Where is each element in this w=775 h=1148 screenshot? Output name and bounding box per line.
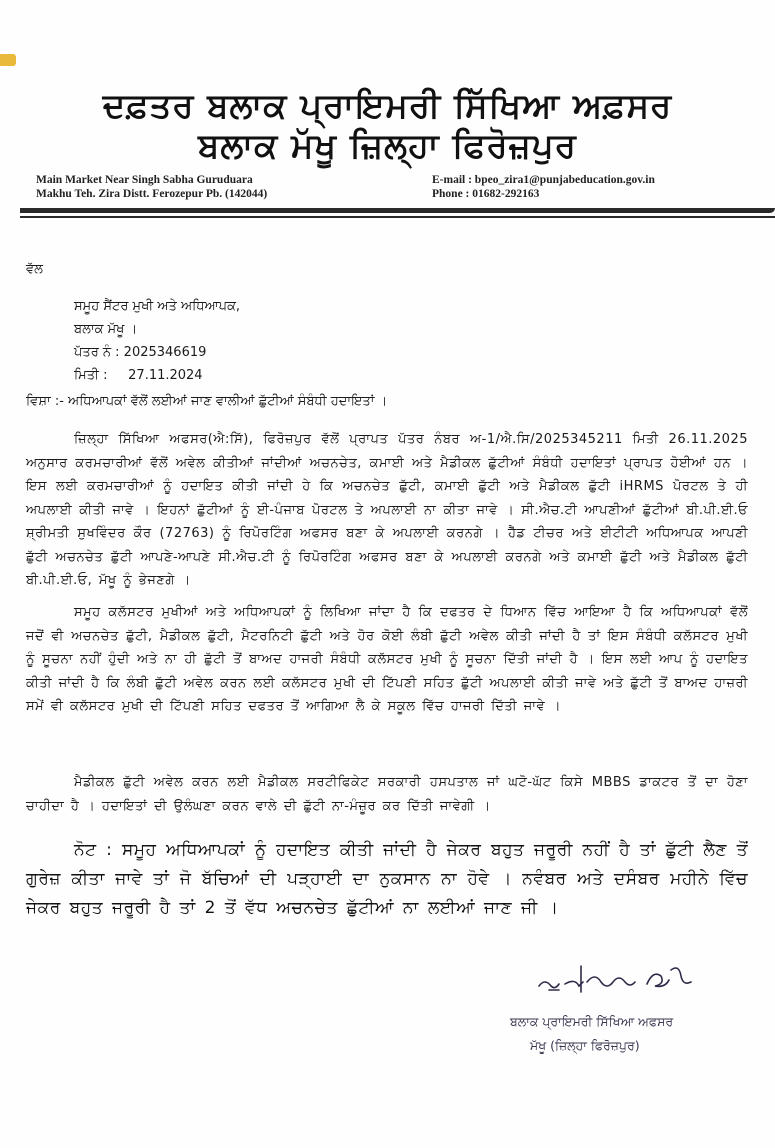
body-paragraph-3: ਮੈਡੀਕਲ ਛੁੱਟੀ ਅਵੇਲ ਕਰਨ ਲਈ ਮੈਡੀਕਲ ਸਰਟੀਫਿਕੇਟ ਸਰਕਾਰੀ ਹਸਪਤਾਲ ਜਾਂ ਘਟੋ-ਘੱਟ ਕਿਸੇ MBBS ਡਾਕਟਰ ਤੋਂ ਦਾ ਹੋਣਾ ਚਾਹੀਦਾ ਹੈ । ਹਦਾਇਤਾਂ ਦੀ ਉਲੰਘਣਾ ਕਰਨ ਵਾਲੇ ਦੀ ਛੁੱਟੀ ਨਾ-ਮੰਜ਼ੂਰ ਕਰ ਦਿੱਤੀ ਜਾਵੇਗੀ । (26, 775, 748, 814)
body-paragraph-1: ਜ਼ਿਲ੍ਹਾ ਸਿੱਖਿਆ ਅਫਸਰ(ਐ:ਸਿੱ), ਫਿਰੋਜ਼ਪੁਰ ਵੱਲੋਂ ਪ੍ਰਾਪਤ ਪੱਤਰ ਨੰਬਰ ਅ-1/ਐ.ਸਿ/2025345211 ਮਿਤੀ 26.11.2025 ਅਨੁਸਾਰ ਕਰਮਚਾਰੀਆਂ ਵੱਲੋਂ ਅਵੇਲ ਕੀਤੀਆਂ ਜਾਂਦੀਆਂ ਅਚਨਚੇਤ, ਕਮਾਈ ਅਤੇ ਮੈਡੀਕਲ ਛੁੱਟੀਆਂ ਸੰਬੰਧੀ ਹਦਾਇਤਾਂ ਪ੍ਰਾਪਤ ਹੋਈਆਂ ਹਨ । ਇਸ ਲਈ ਕਰਮਚਾਰੀਆਂ ਨੂੰ ਹਦਾਇਤ ਕੀਤੀ ਜਾਂਦੀ ਹੇ ਕਿ ਅਚਨਚੇਤ ਛੁੱਟੀ, ਕਮਾਈ ਛੁੱਟੀ ਅਤੇ ਮੈਡੀਕਲ ਛੁੱਟੀ iHRMS ਪੋਰਟਲ ਤੇ ਹੀ ਅਪਲਾਈ ਕੀਤੀ ਜਾਵੇ । ਇਹਨਾਂ ਛੁੱਟੀਆਂ ਨੂੰ ਈ-ਪੰਜਾਬ ਪੋਰਟਲ ਤੇ ਅਪਲਾਈ ਨਾ ਕੀਤਾ ਜਾਵੇ । ਸੀ.ਐਚ.ਟੀ ਆਪਣੀਆਂ ਛੁੱਟੀਆਂ ਬੀ.ਪੀ.ਈ.ਓ ਸ਼੍ਰੀਮਤੀ ਸੁਖਵਿੰਦਰ ਕੌਰ (72763) ਨੂੰ ਰਿਪੋਰਟਿੰਗ ਅਫਸਰ ਬਣਾ ਕੇ ਅਪਲਾਈ ਕਰਨਗੇ । ਹੈੱਡ ਟੀਚਰ ਅਤੇ ਈਟੀਟੀ ਅਧਿਆਪਕ ਆਪਣੀ ਛੁੱਟੀ ਅਚਨਚੇਤ ਛੁੱਟੀ ਆਪਣੇ-ਆਪਣੇ ਸੀ.ਐਚ.ਟੀ ਨੂੰ ਰਿਪੋਰਟਿੰਗ ਅਫਸਰ ਬਣਾ ਕੇ ਅਪਲਾਈ ਕਰਨਗੇ ਅਤੇ ਕਮਾਈ ਛੁੱਟੀ ਅਤੇ ਮੈਡੀਕਲ ਛੁੱਟੀ ਬੀ.ਪੀ.ਈ.ਓ, ਮੱਖੂ ਨੂੰ ਭੇਜਣਗੇ । (26, 432, 748, 588)
office-phone: Phone : 01682-292163 (432, 188, 540, 200)
recipient-line-2: ਬਲਾਕ ਮੱਖੂ । (74, 322, 138, 337)
letter-date: ਮਿਤੀ : 27.11.2024 (74, 368, 203, 383)
address-line-2: Makhu Teh. Zira Distt. Ferozepur Pb. (142044) (36, 188, 268, 200)
letter-number: ਪੱਤਰ ਨੰ : 2025346619 (74, 345, 207, 360)
office-contact (432, 173, 655, 201)
office-email: E-mail : bpeo_zira1@punjabeducation.gov.in (432, 174, 655, 186)
tape-mark (0, 54, 16, 66)
note-paragraph: ਨੋਟ : ਸਮੂਹ ਅਧਿਆਪਕਾਂ ਨੂੰ ਹਦਾਇਤ ਕੀਤੀ ਜਾਂਦੀ ਹੈ ਜੇਕਰ ਬਹੁਤ ਜਰੂਰੀ ਨਹੀਂ ਹੈ ਤਾਂ ਛੁੱਟੀ ਲੈਣ ਤੋਂ ਗੁਰੇਜ਼ ਕੀਤਾ ਜਾਵੇ ਤਾਂ ਜੋ ਬੱਚਿਆਂ ਦੀ ਪੜ੍ਹਾਈ ਦਾ ਨੁਕਸਾਨ ਨਾ ਹੋਵੇ । ਨਵੰਬਰ ਅਤੇ ਦਸੰਬਰ ਮਹੀਨੇ ਵਿੱਚ ਜੇਕਰ ਬਹੁਤ ਜਰੂਰੀ ਹੈ ਤਾਂ 2 ਤੋਂ ਵੱਧ ਅਚਨਚੇਤ ਛੁੱਟੀਆਂ ਨਾ ਲਈਆਂ ਜਾਣ ਜੀ । (26, 840, 748, 918)
header-divider (20, 208, 775, 213)
recipient-line-1: ਸਮੂਹ ਸੈਂਟਰ ਮੁਖੀ ਅਤੇ ਅਧਿਆਪਕ, (74, 299, 241, 314)
body-paragraph-2: ਸਮੂਹ ਕਲੱਸਟਰ ਮੁਖੀਆਂ ਅਤੇ ਅਧਿਆਪਕਾਂ ਨੂੰ ਲਿਖਿਆ ਜਾਂਦਾ ਹੈ ਕਿ ਦਫਤਰ ਦੇ ਧਿਆਨ ਵਿੱਚ ਆਇਆ ਹੈ ਕਿ ਅਧਿਆਪਕਾਂ ਵੱਲੋਂ ਜਦੋਂ ਵੀ ਅਚਨਚੇਤ ਛੁੱਟੀ, ਮੈਡੀਕਲ ਛੁੱਟੀ, ਮੈਟਰਨਿਟੀ ਛੁੱਟੀ ਅਤੇ ਹੋਰ ਕੋਈ ਲੰਬੀ ਛੁੱਟੀ ਅਵੇਲ ਕੀਤੀ ਜਾਂਦੀ ਹੈ ਤਾਂ ਇਸ ਸੰਬੰਧੀ ਕਲੱਸਟਰ ਮੁਖੀ ਨੂੰ ਸੂਚਨਾ ਨਹੀਂ ਹੁੰਦੀ ਅਤੇ ਨਾ ਹੀ ਛੁੱਟੀ ਤੋਂ ਬਾਅਦ ਹਾਜਰੀ ਸੰਬੰਧੀ ਕਲੱਸਟਰ ਮੁਖੀ ਨੂੰ ਸੂਚਨਾ ਦਿੱਤੀ ਜਾਂਦੀ ਹੈ । ਇਸ ਲਈ ਆਪ ਨੂੰ ਹਦਾਇਤ ਕੀਤੀ ਜਾਂਦੀ ਹੈ ਕਿ ਲੰਬੀ ਛੁੱਟੀ ਅਵੇਲ ਕਰਨ ਲਈ ਕਲੱਸਟਰ ਮੁਖੀ ਦੀ ਟਿੱਪਣੀ ਸਹਿਤ ਛੁੱਟੀ ਅਪਲਾਈ ਕੀਤੀ ਜਾਵੇ ਅਤੇ ਛੁੱਟੀ ਤੋਂ ਬਾਅਦ ਹਾਜ਼ਰੀ ਸਮੇਂ ਵੀ ਕਲੱਸਟਰ ਮੁਖੀ ਦੀ ਟਿੱਪਣੀ ਸਹਿਤ ਦਫਤਰ ਤੋਂ ਆਗਿਆ ਲੈ ਕੇ ਸਕੂਲ ਵਿੱਚ ਹਾਜਰੀ ਦਿੱਤੀ ਜਾਵੇ । (26, 605, 748, 714)
address-line-1: Main Market Near Singh Sabha Guruduara (36, 174, 253, 186)
to-label: ਵੱਲ (26, 262, 43, 277)
letterhead-title: ਦਫ਼ਤਰ ਬਲਾਕ ਪ੍ਰਾਇਮਰੀ ਸਿੱਖਿਆ ਅਫ਼ਸਰ (102, 86, 673, 126)
signatory-place: ਮੱਖੂ (ਜ਼ਿਲ੍ਹਾ ਫਿਰੋਜ਼ਪੁਰ) (530, 1038, 640, 1053)
office-address (36, 173, 267, 201)
handwritten-signature (535, 960, 715, 994)
letter-subject: ਵਿਸ਼ਾ :- ਅਧਿਆਪਕਾਂ ਵੱਲੋਂ ਲਈਆਂ ਜਾਣ ਵਾਲੀਆਂ ਛੁੱਟੀਆਂ ਸੰਬੰਧੀ ਹਦਾਇਤਾਂ । (26, 394, 388, 409)
signatory-title: ਬਲਾਕ ਪ੍ਰਾਇਮਰੀ ਸਿੱਖਿਆ ਅਫਸਰ (510, 1014, 674, 1029)
header-divider-thin (20, 216, 775, 218)
letterhead-subtitle: ਬਲਾਕ ਮੱਖੂ ਜ਼ਿਲ੍ਹਾ ਫਿਰੋਜ਼ਪੁਰ (198, 126, 577, 166)
